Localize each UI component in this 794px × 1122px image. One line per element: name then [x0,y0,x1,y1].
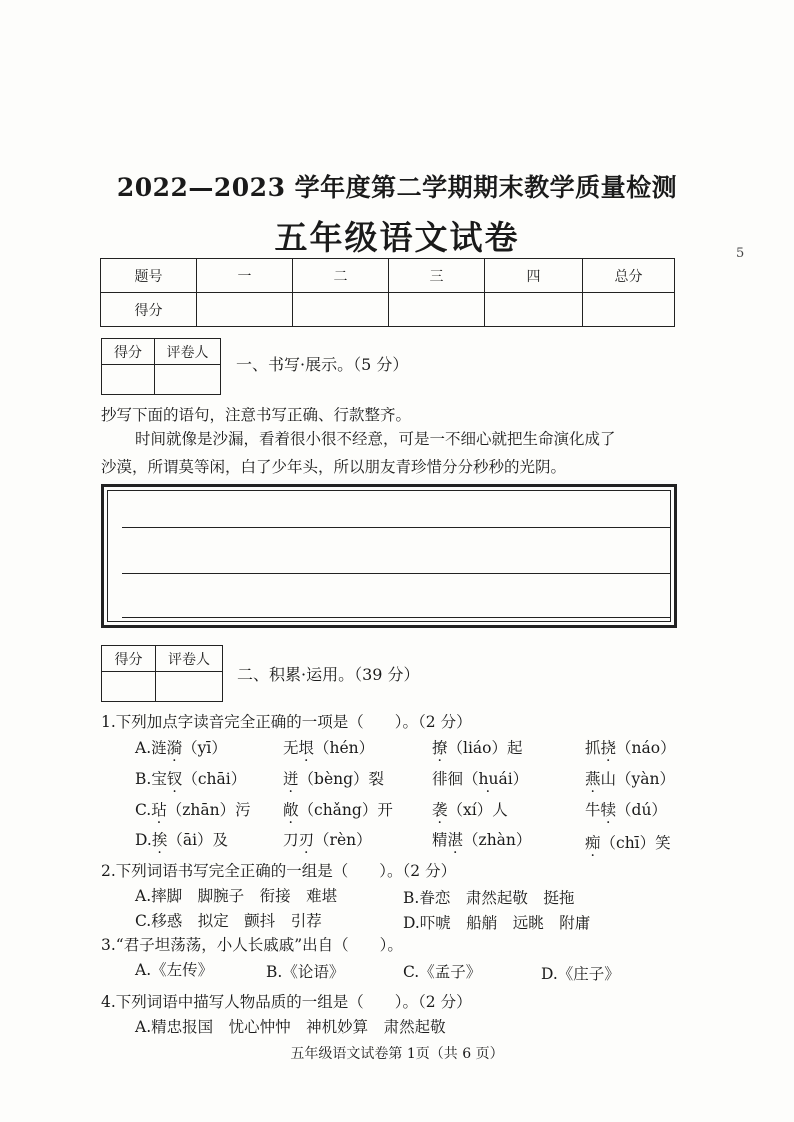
score-entry-cell[interactable] [583,293,675,327]
q3-option-b: B.《论语》 [266,963,345,981]
grader-name-label: 评卷人 [155,339,221,365]
q1-option-c-word4: 牛犊（dú） [585,801,667,819]
q1-option-c-word2: 敞（chǎng）开 [283,801,393,819]
section1-passage-line2: 沙漠，所谓莫等闲，白了少年头，所以朋友青珍惜分分秒秒的光阴。 [101,458,567,476]
grader-table-section2 [101,645,223,702]
score-table-cell: 二 [293,259,389,293]
score-table-cell: 题号 [101,259,197,293]
copy-writing-box[interactable] [101,484,677,628]
q1-option-a-word3: 撩（liáo）起 [432,739,523,757]
score-table-header-row [101,259,675,293]
q3-option-d: D.《庄子》 [541,965,620,983]
copy-writing-box-inner [107,490,671,622]
q2-option-d: D.吓唬 船艄 远眺 附庸 [403,914,591,932]
score-table-cell: 总分 [583,259,675,293]
q4-stem: 4.下列词语中描写人物品质的一组是（ ）。（2 分） [101,993,472,1011]
q1-option-c: C.玷（zhān）污 [135,801,251,819]
q3-option-c: C.《孟子》 [403,963,482,981]
q1-option-b-word3: 徘徊（huái） · [432,767,528,789]
score-table-cell: 三 [389,259,485,293]
grader-name-label: 评卷人 [156,646,223,672]
q1-stem: 1.下列加点字读音完全正确的一项是（ ）。（2 分） [101,713,472,731]
page-footer: 五年级语文试卷第 1页（共 6 页） [290,1046,504,1062]
q2-stem: 2.下列词语书写完全正确的一组是（ ）。（2 分） [101,862,457,880]
grader-table-section1 [101,338,221,395]
score-table-cell: 四 [485,259,583,293]
q1-option-d-word3: 精湛（zhàn） [432,831,532,849]
score-entry-cell[interactable] [485,293,583,327]
q1-option-b-word4: 燕山（yàn） [585,770,675,788]
grader-score-label: 得分 [102,339,155,365]
grader-score-cell[interactable] [102,672,156,702]
writing-line [122,617,670,618]
q2-option-a: A.摔脚 脚腕子 衔接 难堪 [135,887,338,905]
q4-option-a: A.精忠报国 忧心忡忡 神机妙算 肃然起敬 [135,1018,446,1036]
score-table-cell: 得分 [101,293,197,327]
q1-option-d-word4: 痴（chī）笑 [585,834,671,852]
q3-stem: 3.“君子坦荡荡，小人长戚戚”出自（ ）。 [101,936,403,954]
margin-mark: 5 [736,246,745,261]
section1-instruction: 抄写下面的语句，注意书写正确、行款整齐。 [101,406,412,424]
grader-score-label: 得分 [102,646,156,672]
section1-title: 一、书写·展示。（5 分） [236,355,409,374]
q2-option-c: C.移惑 拟定 颤抖 引荐 [135,912,322,930]
exam-subtitle: 五年级语文试卷 [274,218,520,257]
q2-option-b: B.眷恋 肃然起敬 挺拖 [403,889,575,907]
section2-title: 二、积累·运用。（39 分） [237,665,420,684]
score-entry-cell[interactable] [389,293,485,327]
q3-option-a: A.《左传》 [135,961,214,979]
grader-score-cell[interactable] [102,365,155,395]
writing-line [122,527,670,528]
q1-option-b: B.宝钗（chāi） [135,770,247,788]
section1-passage-line1: 时间就像是沙漏，看着很小很不经意，可是一不细心就把生命演化成了 [135,430,616,448]
q1-option-d: D.挨（āi）及 [135,831,229,849]
q1-option-a: A.涟漪（yī） [135,739,227,757]
q1-option-a-word2: 无垠（hén） [283,739,375,757]
score-entry-cell[interactable] [197,293,293,327]
q1-option-a-word4: 抓挠（náo） [585,739,676,757]
q1-option-c-word3: 袭（xí）人 [432,801,508,819]
grader-name-cell[interactable] [156,672,223,702]
score-entry-cell[interactable] [293,293,389,327]
exam-title: 2022—2023 学年度第二学期期末教学质量检测 [116,173,678,202]
score-table-score-row [101,293,675,327]
score-table [100,258,675,327]
writing-line [122,573,670,574]
score-table-cell: 一 [197,259,293,293]
grader-name-cell[interactable] [155,365,221,395]
q1-option-d-word2: 刀刃（rèn） [283,831,372,849]
q1-option-b-word2: 迸（bèng）裂 [283,770,385,788]
